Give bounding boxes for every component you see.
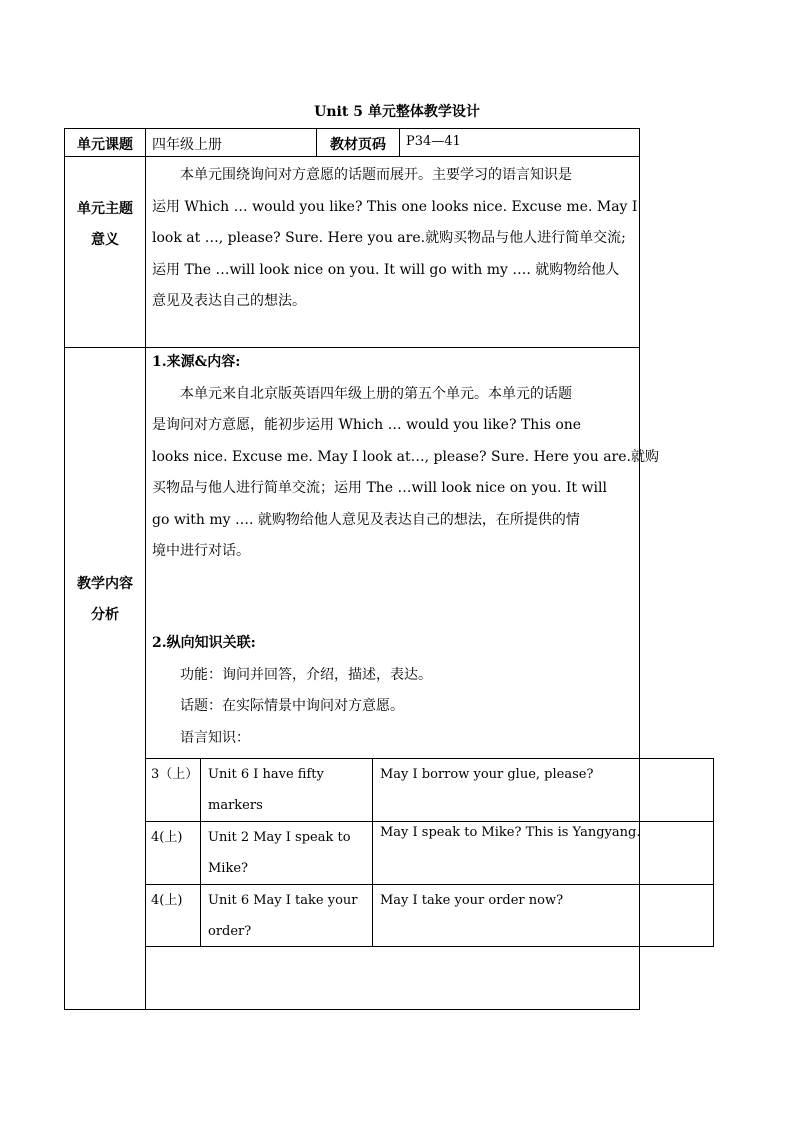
theme-line: 意见及表达自己的想法。: [152, 293, 306, 309]
section2-line: 功能：询问并回答，介绍，描述，表达。: [152, 666, 432, 683]
section2-line: 语言知识：: [152, 729, 250, 746]
unit-line: order?: [208, 924, 252, 939]
theme-line: 运用 The …will look nice on you. It will go with my …. 就购物给他人: [152, 261, 620, 278]
section1-line: 境中进行对话。: [152, 543, 250, 559]
unit-line: Unit 6 I have fifty: [208, 767, 324, 782]
page-value: P34—41: [406, 134, 461, 149]
unit-line: markers: [208, 798, 263, 813]
row-divider-1: [64, 156, 640, 157]
section1-heading: 1.来源&内容:: [152, 354, 241, 370]
table-border-right: [639, 128, 640, 1010]
unit-topic-label: 单元课题: [77, 137, 133, 153]
subtable-col-divider: [372, 758, 373, 947]
theme-line: 本单元围绕询问对方意愿的话题而展开。主要学习的语言知识是: [152, 167, 572, 183]
theme-paragraph: [152, 160, 637, 318]
table-border-bottom: [64, 1009, 640, 1010]
unit-line: Unit 2 May I speak to: [208, 830, 351, 845]
section1-line: go with my …. 就购物给他人意见及表达自己的想法，在所提供的情: [152, 511, 580, 528]
subtable-col-divider: [200, 758, 201, 947]
section2-heading: 2.纵向知识关联:: [152, 635, 256, 651]
table-row-grade: 3（上）: [151, 767, 199, 782]
subtable-border-right: [713, 758, 714, 947]
theme-line: 运用 Which … would you like? This one looks nice. Excuse me. May I: [152, 198, 638, 215]
table-row-grade: 4(上): [151, 830, 183, 845]
label-column-divider: [145, 128, 146, 1010]
analysis-section1: [152, 347, 659, 568]
unit-line: Mike?: [208, 861, 249, 876]
page-label: 教材页码: [330, 137, 386, 153]
table-row-unit: [208, 822, 351, 884]
section1-line: 是询问对方意愿，能初步运用 Which … would you like? This one: [152, 417, 582, 433]
document-title: Unit 5 单元整体教学设计: [314, 104, 480, 120]
table-row-sentence: May I take your order now?: [380, 893, 564, 908]
theme-line: look at …, please? Sure. Here you are.就购买物品与他人进行简单交流;: [152, 230, 626, 246]
section1-line: 买物品与他人进行简单交流；运用 The …will look nice on you. It will: [152, 480, 607, 496]
table-row-unit: [208, 885, 358, 947]
section2-line: 话题：在实际情景中询问对方意愿。: [152, 698, 404, 714]
analysis-label-line1: 教学内容: [77, 576, 133, 592]
theme-label-line1: 单元主题: [77, 201, 133, 217]
table-row-sentence: May I speak to Mike? This is Yangyang.: [380, 825, 641, 840]
unit-line: Unit 6 May I take your: [208, 893, 358, 908]
analysis-section2: [152, 628, 432, 754]
unit-topic-value: 四年级上册: [152, 137, 222, 153]
section1-line: looks nice. Excuse me. May I look at…, please? Sure. Here you are.就购: [152, 448, 659, 465]
table-row-sentence: May I borrow your glue, please?: [380, 767, 594, 782]
analysis-label-line2: 分析: [91, 607, 119, 623]
table-border-top: [64, 128, 640, 129]
theme-label-line2: 意义: [91, 232, 119, 248]
table-row-unit: [208, 759, 324, 821]
table-row-grade: 4(上): [151, 893, 183, 908]
section1-line: 本单元来自北京版英语四年级上册的第五个单元。本单元的话题: [152, 385, 572, 402]
table-border-left: [64, 128, 65, 1010]
